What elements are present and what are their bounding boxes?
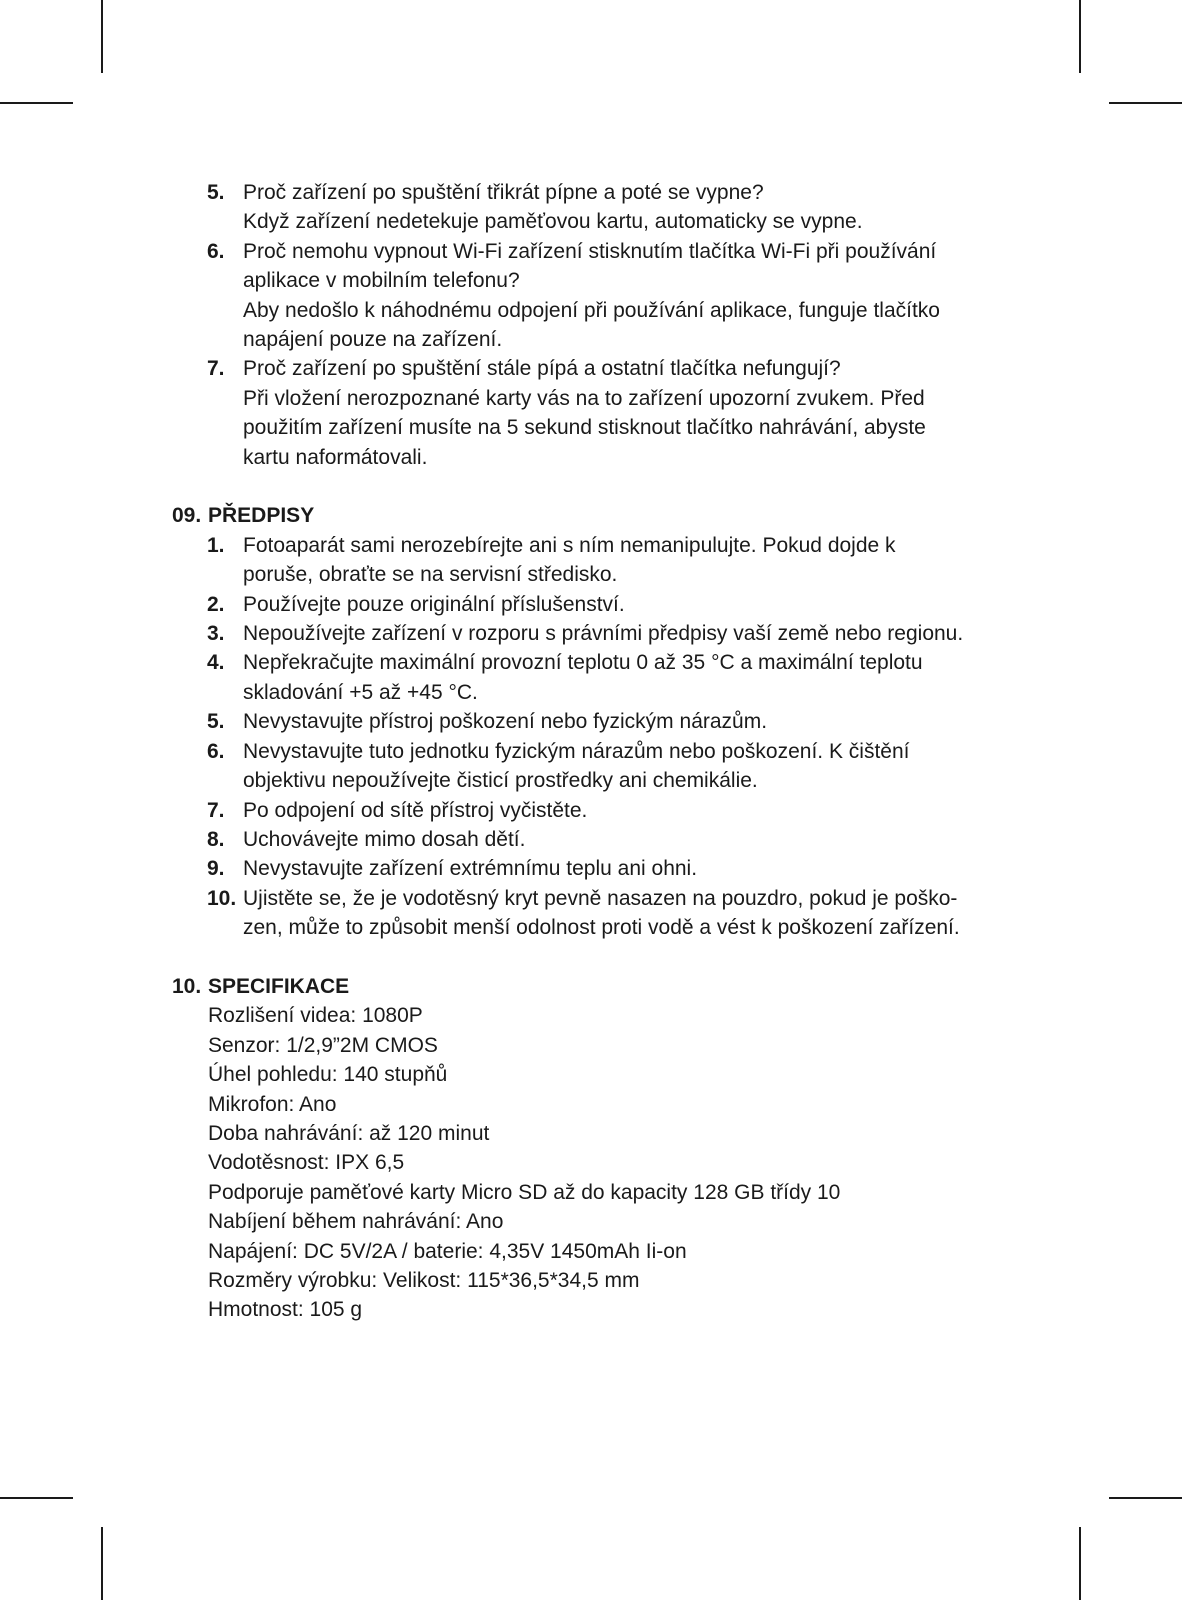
regulation-text: Nepřekračujte maximální provozní teplotu 0 až 35 °C a maximální teplotu (243, 651, 923, 675)
spec-line: Senzor: 1/2,9”2M CMOS (208, 1033, 438, 1057)
section-title: SPECIFIKACE (208, 974, 350, 998)
regulation-text: Fotoaparát sami nerozebírejte ani s ním nemanipulujte. Pokud dojde k (243, 533, 896, 557)
regulation-item (0, 707, 1182, 736)
faq-item-number: 6. (207, 239, 225, 263)
faq-item (0, 178, 1182, 237)
spec-line: Hmotnost: 105 g (208, 1298, 363, 1322)
regulation-text: Nevystavujte tuto jednotku fyzickým nárazům nebo poškození. K čištění (243, 739, 910, 763)
crop-mark-bottom-left-horizontal (0, 1497, 73, 1499)
regulation-number: 6. (207, 739, 225, 763)
regulation-item (0, 854, 1182, 883)
section-number: 10. (172, 974, 202, 998)
regulation-number: 4. (207, 651, 225, 675)
faq-answer: Při vložení nerozpoznané karty vás na to zařízení upozorní zvukem. Před (243, 386, 925, 410)
crop-mark-top-right-vertical (1079, 0, 1081, 73)
regulation-text: skladování +5 až +45 °C. (243, 680, 478, 704)
regulation-item (0, 884, 1182, 943)
regulation-text: Po odpojení od sítě přístroj vyčistěte. (243, 798, 588, 822)
regulation-number: 10. (207, 886, 237, 910)
spec-line: Podporuje paměťové karty Micro SD až do kapacity 128 GB třídy 10 (208, 1180, 841, 1204)
regulation-number: 3. (207, 622, 225, 646)
crop-mark-bottom-right-horizontal (1109, 1497, 1182, 1499)
crop-mark-top-right-horizontal (1109, 102, 1182, 104)
spec-line: Úhel pohledu: 140 stupňů (208, 1063, 448, 1087)
faq-answer: použitím zařízení musíte na 5 sekund stisknout tlačítko nahrávání, abyste (243, 416, 926, 440)
spec-line: Mikrofon: Ano (208, 1092, 337, 1116)
regulation-number: 5. (207, 710, 225, 734)
faq-question: Proč zařízení po spuštění stále pípá a ostatní tlačítka nefungují? (243, 357, 841, 381)
spec-line: Nabíjení během nahrávání: Ano (208, 1210, 504, 1234)
regulation-item (0, 619, 1182, 648)
faq-question: Proč nemohu vypnout Wi-Fi zařízení stisknutím tlačítka Wi-Fi při používání (243, 239, 937, 263)
regulation-number: 8. (207, 827, 225, 851)
regulations-heading (0, 501, 1182, 530)
regulation-item (0, 590, 1182, 619)
regulation-item (0, 737, 1182, 796)
faq-list (0, 178, 1182, 472)
regulation-text: Nevystavujte zařízení extrémnímu teplu ani ohni. (243, 857, 698, 881)
spec-line: Rozměry výrobku: Velikost: 115*36,5*34,5 mm (208, 1269, 640, 1292)
regulation-number: 9. (207, 857, 225, 881)
crop-mark-top-left-horizontal (0, 102, 73, 104)
faq-answer: Aby nedošlo k náhodnému odpojení při používání aplikace, funguje tlačítko (243, 298, 940, 322)
manual-page-content (0, 178, 1182, 1325)
regulation-number: 7. (207, 798, 225, 822)
crop-mark-bottom-right-vertical (1079, 1527, 1081, 1600)
regulation-number: 2. (207, 592, 225, 616)
section-title: PŘEDPISY (208, 504, 315, 528)
regulation-item (0, 648, 1182, 707)
crop-mark-bottom-left-vertical (101, 1527, 103, 1600)
regulation-text: poruše, obraťte se na servisní středisko. (243, 563, 618, 587)
regulation-text: Ujistěte se, že je vodotěsný kryt pevně nasazen na pouzdro, pokud je poško- (243, 886, 958, 910)
regulations-list (0, 531, 1182, 943)
section-number: 09. (172, 504, 202, 528)
regulation-text: objektivu nepoužívejte čisticí prostředky ani chemikálie. (243, 769, 758, 793)
regulation-item (0, 531, 1182, 590)
faq-question: aplikace v mobilním telefonu? (243, 269, 520, 293)
regulation-text: Nevystavujte přístroj poškození nebo fyzickým nárazům. (243, 710, 768, 734)
faq-item-number: 5. (207, 181, 225, 204)
regulation-text: Nepoužívejte zařízení v rozporu s právními předpisy vaší země nebo regionu. (243, 622, 964, 646)
spec-line: Doba nahrávání: až 120 minut (208, 1121, 490, 1145)
regulation-text: zen, může to způsobit menší odolnost proti vodě a vést k poškození zařízení. (243, 916, 960, 940)
specifications-heading (0, 972, 1182, 1001)
faq-answer: napájení pouze na zařízení. (243, 328, 503, 352)
crop-mark-top-left-vertical (101, 0, 103, 73)
regulation-item (0, 796, 1182, 825)
regulation-text: Uchovávejte mimo dosah dětí. (243, 827, 526, 851)
faq-answer: kartu naformátovali. (243, 445, 428, 469)
faq-question: Proč zařízení po spuštění třikrát pípne a poté se vypne? (243, 181, 764, 204)
spec-line: Rozlišení videa: 1080P (208, 1004, 423, 1028)
faq-item (0, 237, 1182, 355)
regulation-text: Používejte pouze originální příslušenství. (243, 592, 625, 616)
specifications-list (0, 1001, 1182, 1324)
regulation-number: 1. (207, 533, 225, 557)
faq-answer: Když zařízení nedetekuje paměťovou kartu, automaticky se vypne. (243, 210, 863, 234)
regulation-item (0, 825, 1182, 854)
faq-item (0, 354, 1182, 472)
spec-line: Vodotěsnost: IPX 6,5 (208, 1151, 405, 1175)
spec-line: Napájení: DC 5V/2A / baterie: 4,35V 1450mAh Ii-on (208, 1239, 687, 1263)
faq-item-number: 7. (207, 357, 225, 381)
